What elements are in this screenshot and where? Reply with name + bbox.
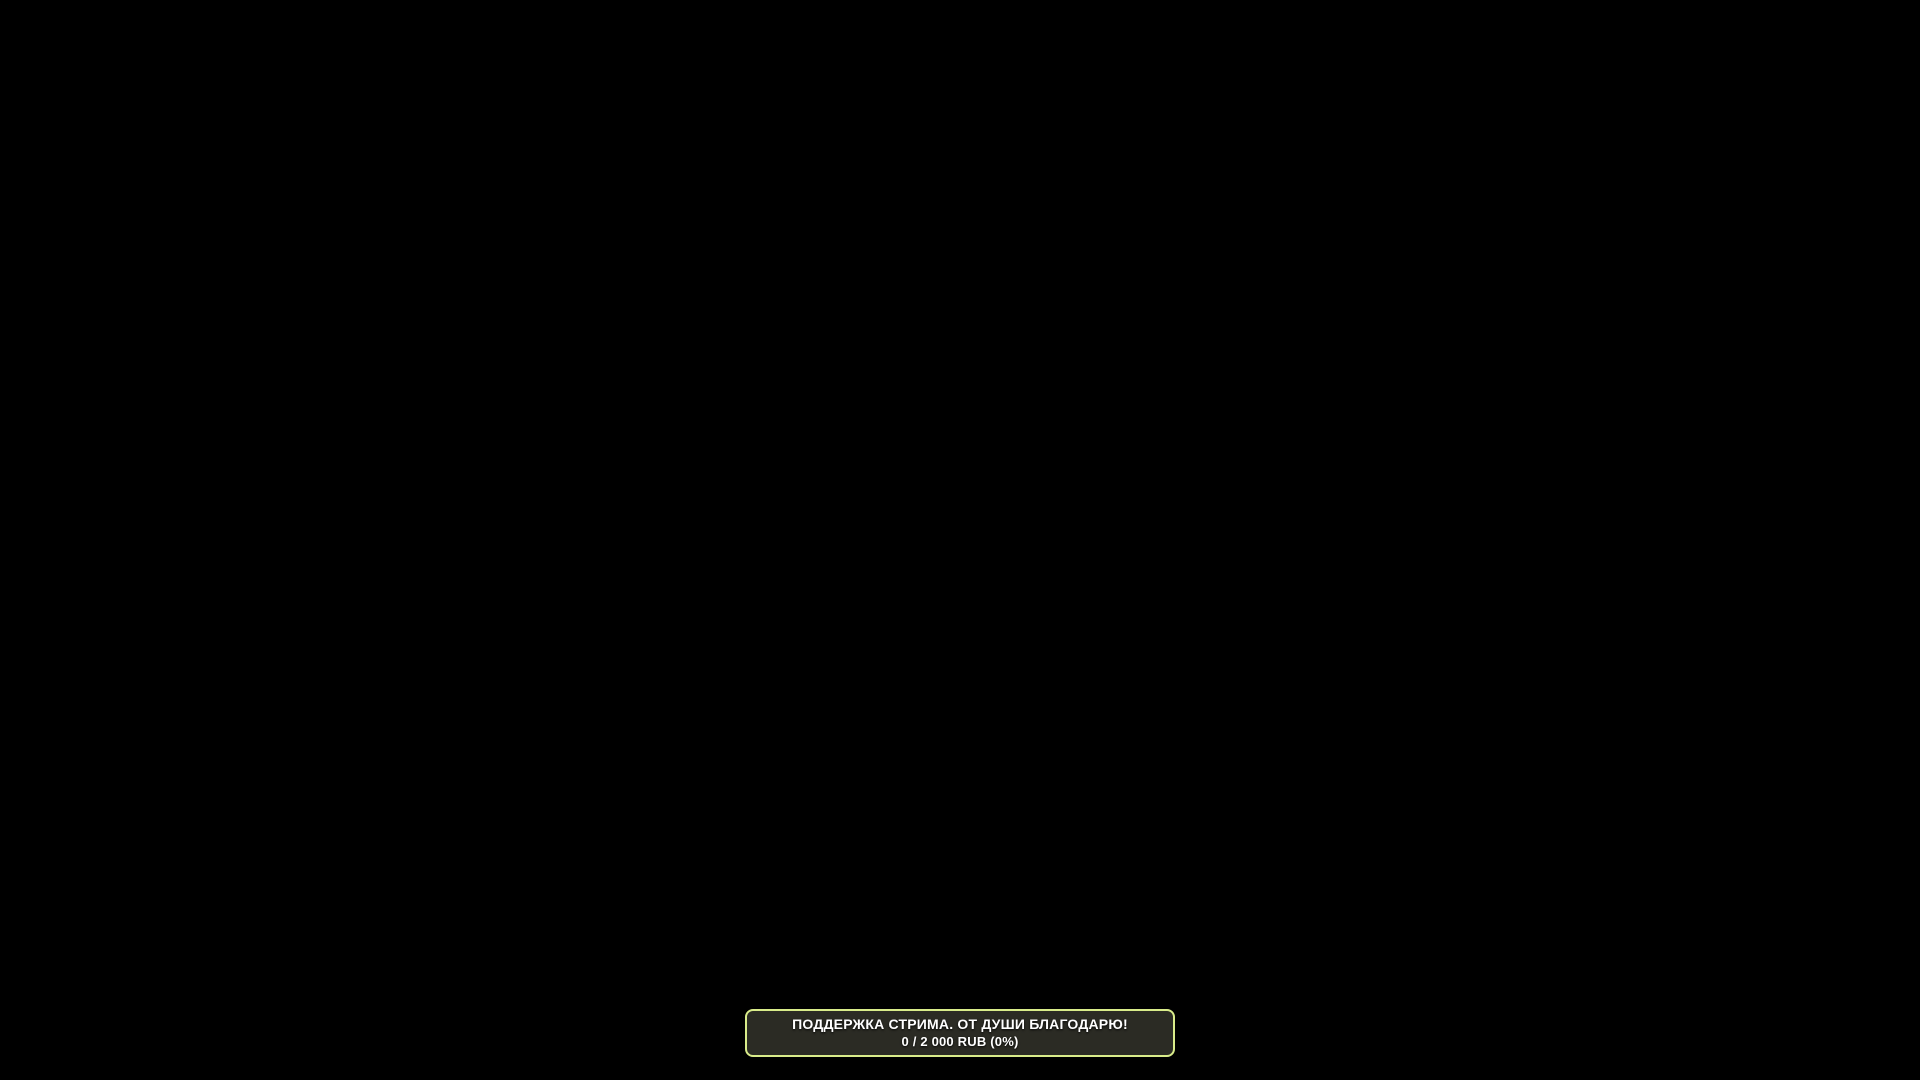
donation-goal-amount: 0 / 2 000 RUB (0%) <box>901 1034 1019 1049</box>
donation-goal-widget[interactable] <box>745 1009 1175 1057</box>
donation-goal-title: ПОДДЕРЖКА СТРИМА. ОТ ДУШИ БЛАГОДАРЮ! <box>792 1016 1128 1032</box>
